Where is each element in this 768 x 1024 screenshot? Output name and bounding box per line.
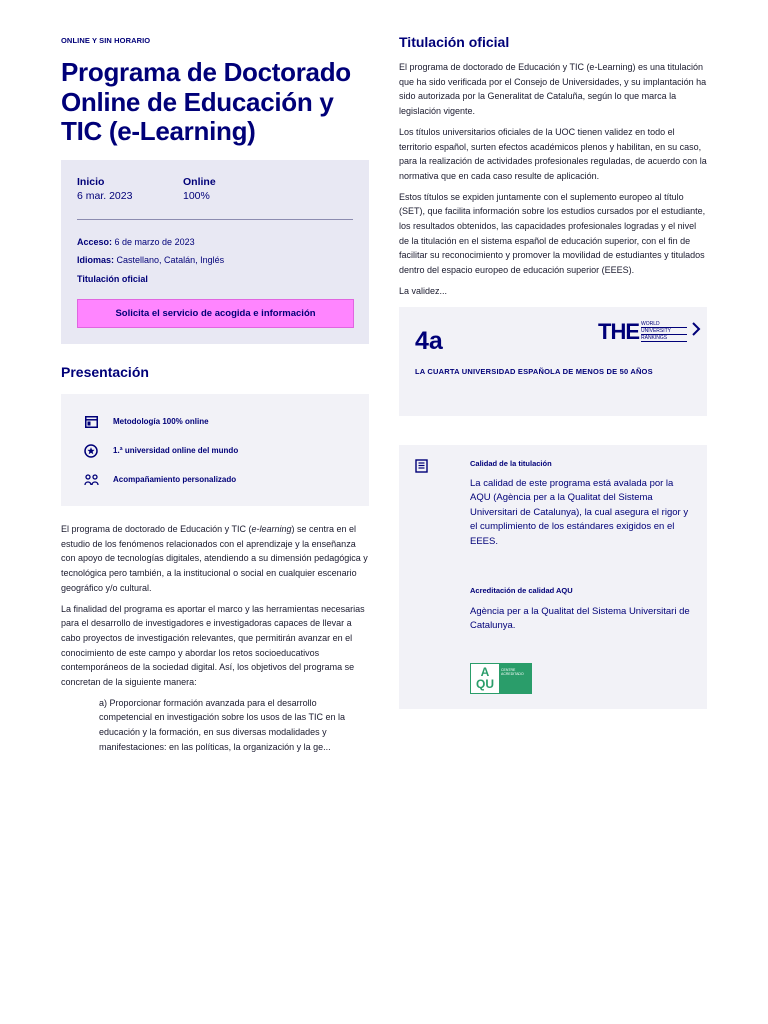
chevron-right-icon[interactable]: [691, 322, 701, 341]
aqu-logo-qu: QU: [476, 677, 494, 692]
the-logo-word: THE: [598, 318, 639, 344]
divider: [77, 219, 353, 220]
official-label: Titulación oficial: [77, 273, 148, 284]
ranking-caption: LA CUARTA UNIVERSIDAD ESPAÑOLA DE MENOS DE 50 AÑOS: [415, 366, 653, 376]
aqu-logo: [470, 663, 532, 694]
the-logo-lines: [641, 321, 687, 342]
official-paragraph-4: La validez...: [399, 285, 448, 296]
star-badge-icon: [83, 443, 99, 459]
p1-text: El programa de doctorado de Educación y TIC (: [61, 524, 252, 534]
accreditation-text: Agència per a la Qualitat del Sistema Universitari de Catalunya.: [470, 605, 690, 632]
start-value: 6 mar. 2023: [77, 189, 133, 202]
quality-card: [399, 445, 707, 709]
quality-text: La calidad de este programa está avalada por la AQU (Agència per a la Qualitat del Sistema Universitari de Catalunya), la cual asegura el rigor y el cumplimiento de los estándares exigidos en el EEES.: [470, 477, 689, 547]
start-block: [77, 175, 183, 203]
info-box: [61, 160, 369, 345]
mode-block: [183, 175, 289, 203]
the-logo-line: UNIVERSITY: [641, 328, 687, 335]
ranking-number: 4a: [415, 326, 443, 355]
presentation-paragraph-2: La finalidad del programa es aportar el marco y las herramientas necesarias para el desarrollo de investigadores e investigadoras capaces de llevar a cabo proyectos de investigación relevantes, que permitirán avanzar en el conocimiento de este campo y abordar los retos socioeducativos contemporáneos de la sociedad digital. Así, los objetivos del programa se concretan de la siguiente manera:: [61, 603, 365, 688]
meta-list: [77, 233, 353, 289]
browser-window-icon: [83, 414, 99, 430]
official-row: [77, 270, 353, 289]
mode-label: Online: [183, 175, 216, 188]
request-info-button[interactable]: Solicita el servicio de acogida e información: [77, 299, 354, 328]
aqu-logo-mark: [471, 664, 499, 693]
feature-label: Metodología 100% online: [113, 417, 209, 426]
presentation-body: [61, 522, 369, 755]
languages-label: Idiomas:: [77, 255, 115, 265]
official-paragraph-1: El programa de doctorado de Educación y TIC (e-Learning) es una titulación que ha sido verificada por el Consejo de Universidades, y su implantación ha sido autorizada por la Generalitat de Cataluña, según lo que marca la legislación vigente.: [399, 62, 707, 117]
access-value: 6 de marzo de 2023: [114, 236, 195, 247]
page-title: Programa de Doctorado Online de Educación y TIC (e-Learning): [61, 57, 351, 146]
p1-text-end: ) se centra en el estudio de los fenómenos relacionados con el aprendizaje y la enseñanza con apoyo de tecnologías digitales, atendiendo a su dimensión pedagógica y tecnológica pero también, a la institucional o social en cualquier escenario geográfico y/o cultural.: [61, 524, 368, 593]
feature-label: Acompañamiento personalizado: [113, 475, 237, 484]
feature-item: [83, 465, 369, 494]
document-list-icon: [415, 459, 428, 478]
languages-value: Castellano, Catalán, Inglés: [116, 255, 225, 265]
official-paragraph-3: Estos títulos se expiden juntamente con el suplemento europeo al título (SET), que facilita información sobre los estudios cursados por el estudiante, los resultados obtenidos, las capacidades profesionales logradas y el nivel de la titulación en el sistema español de educación superior, con el fin de facilitar su reconocimiento y promover la movilidad de estudiantes y titulados dentro del espacio europeo de educación superior (EEES).: [399, 191, 706, 276]
the-logo-line: RANKINGS: [641, 335, 687, 342]
feature-label: 1.ª universidad online del mundo: [113, 446, 239, 455]
features-box: [61, 394, 369, 506]
right-column: [399, 34, 707, 709]
presentation-heading: Presentación: [61, 364, 149, 380]
feature-item: [83, 436, 369, 465]
the-logo-line: WORLD: [641, 321, 687, 328]
mode-value: 100%: [183, 189, 210, 202]
aqu-logo-text: CENTRE ACREDITADO: [499, 664, 531, 693]
access-row: [77, 233, 353, 252]
official-heading: Titulación oficial: [399, 34, 510, 50]
access-label: Acceso:: [77, 236, 113, 247]
feature-item: [83, 407, 369, 436]
languages-row: [77, 251, 353, 270]
official-paragraph-2: Los títulos universitarios oficiales de la UOC tienen validez en todo el territorio español, surten efectos académicos plenos y habilitan, en su caso, para la realización de actividades profesionales reguladas, de acuerdo con la normativa que en cada caso resulte de aplicación.: [399, 126, 707, 181]
aqu-logo-a: A: [480, 665, 490, 680]
presentation-paragraph-1: [61, 522, 369, 596]
eyebrow: ONLINE Y SIN HORARIO: [61, 36, 151, 45]
people-support-icon: [83, 472, 99, 488]
accreditation-heading: Acreditación de calidad AQU: [470, 585, 573, 595]
official-body: [399, 60, 707, 299]
quality-heading: Calidad de la titulación: [470, 458, 552, 468]
the-rankings-logo: [598, 318, 701, 344]
ranking-card[interactable]: [399, 307, 707, 416]
presentation-paragraph-3: a) Proporcionar formación avanzada para el desarrollo competencial en investigación sobre los usos de las TIC en la educación y la formación, en sus diversas modalidades y manifestaciones: en las políticas, la organización y la ge...: [99, 697, 345, 752]
start-label: Inicio: [77, 175, 105, 188]
p1-emphasis: e-learning: [251, 524, 292, 534]
left-column: [61, 36, 369, 761]
